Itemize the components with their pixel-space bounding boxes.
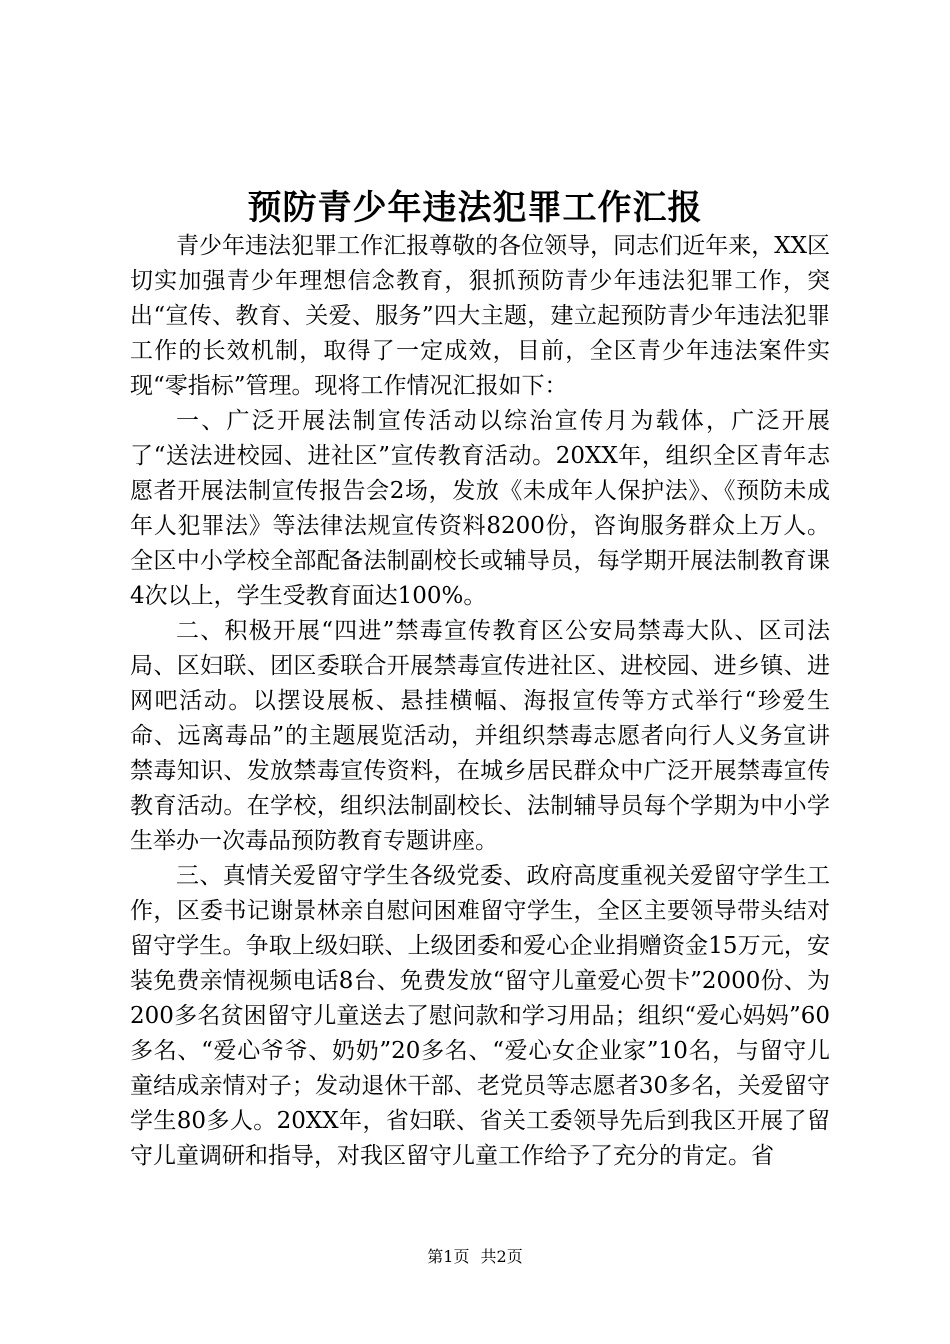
paragraph-section-1: 一、广泛开展法制宣传活动以综治宣传月为载体，广泛开展了“送法进校园、进社区”宣传教育活动。20XX年，组织全区青年志愿者开展法制宣传报告会2场，发放《未成年人保护法》、《预防未成年人犯罪法》等法律法规宣传资料8200份，咨询服务群众上万人。全区中小学校全部配备法制副校长或辅导员，每学期开展法制教育课4次以上，学生受教育面达100%。 [130,408,830,609]
document-body [130,229,830,1174]
paragraph-intro: 青少年违法犯罪工作汇报尊敬的各位领导，同志们近年来，XX区切实加强青少年理想信念教育，狠抓预防青少年违法犯罪工作，突出“宣传、教育、关爱、服务”四大主题，建立起预防青少年违法犯罪工作的长效机制，取得了一定成效，目前，全区青少年违法案件实现“零指标”管理。现将工作情况汇报如下： [130,233,830,399]
page-title: 预防青少年违法犯罪工作汇报 [247,188,703,228]
paragraph-section-3: 三、真情关爱留守学生各级党委、政府高度重视关爱留守学生工作，区委书记谢景林亲自慰问困难留守学生，全区主要领导带头结对留守学生。争取上级妇联、上级团委和爱心企业捐赠资金15万元，安装免费亲情视频电话8台、免费发放“留守儿童爱心贺卡”2000份、为200多名贫困留守儿童送去了慰问款和学习用品；组织“爱心妈妈”60多名、“爱心爷爷、奶奶”20多名、“爱心女企业家”10名，与留守儿童结成亲情对子；发动退休干部、老党员等志愿者30多名，关爱留守学生80多人。20XX年，省妇联、省关工委领导先后到我区开展了留守儿童调研和指导，对我区留守儿童工作给予了充分的肯定。省 [130,863,830,1169]
page-number: 第1页 [427,1247,470,1266]
paragraph-section-2: 二、积极开展“四进”禁毒宣传教育区公安局禁毒大队、区司法局、区妇联、团区委联合开展禁毒宣传进社区、进校园、进乡镇、进网吧活动。以摆设展板、悬挂横幅、海报宣传等方式举行“珍爱生命、远离毒品”的主题展览活动，并组织禁毒志愿者向行人义务宣讲禁毒知识、发放禁毒宣传资料，在城乡居民群众中广泛开展禁毒宣传教育活动。在学校，组织法制副校长、法制辅导员每个学期为中小学生举办一次毒品预防教育专题讲座。 [130,618,830,854]
page-total: 共2页 [480,1247,523,1266]
page-footer [0,1246,950,1268]
